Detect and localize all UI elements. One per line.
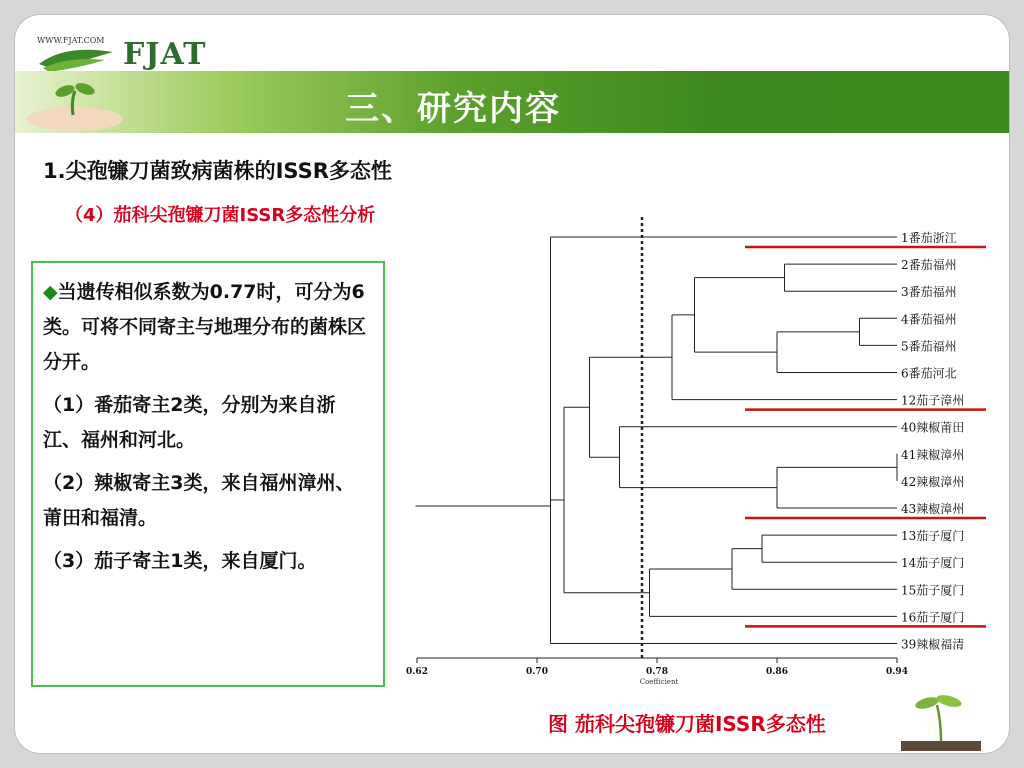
leaf-label: 1番茄浙江 [901,231,957,245]
leaf-label: 13茄子厦门 [901,529,965,544]
leaf-label: 3番茄福州 [901,285,957,300]
leaf-label: 4番茄福州 [901,312,957,327]
x-tick-label: 0.62 [406,667,428,677]
section-subheading: （4）茄科尖孢镰刀菌ISSR多态性分析 [65,205,376,226]
logo-url: WWW.FJAT.COM [37,36,105,45]
leaf-label: 5番茄福州 [901,339,957,354]
leaf-label: 39辣椒福清 [901,637,965,652]
leaf-label: 15茄子厦门 [901,583,965,598]
leaf-label: 16茄子厦门 [901,610,965,625]
x-axis-label: Coefficient [639,678,679,686]
leaf-label: 40辣椒莆田 [901,420,965,435]
x-tick-label: 0.78 [646,667,668,677]
diamond-bullet-icon: ◆ [43,281,58,303]
summary-paragraph-3: （2）辣椒寄主3类，来自福州漳州、莆田和福清。 [43,472,355,529]
figure-caption: 图 茄科尖孢镰刀菌ISSR多态性 [548,712,826,736]
summary-paragraph-4: （3）茄子寄主1类，来自厦门。 [43,550,317,572]
leaf-label: 41辣椒漳州 [901,447,965,462]
leaf-label: 12茄子漳州 [901,393,965,408]
leaf-label: 14茄子厦门 [901,556,965,571]
x-tick-label: 0.86 [766,667,788,677]
summary-text-1: 当遗传相似系数为0.77时，可分为6类。可将不同寄主与地理分布的菌株区分开。 [43,281,367,373]
leaf-label: 6番茄河北 [901,366,957,381]
x-tick-label: 0.70 [526,667,548,677]
leaf-label: 2番茄福州 [901,258,957,273]
section-heading: 1.尖孢镰刀菌致病菌株的ISSR多态性 [43,159,392,183]
page-title: 三、研究内容 [345,89,561,129]
leaf-label: 42辣椒漳州 [901,474,965,489]
leaf-label: 43辣椒漳州 [901,502,965,516]
logo-text: FJAT [123,36,207,72]
summary-paragraph-2: （1）番茄寄主2类，分别为来自浙江、福州和河北。 [43,394,336,451]
x-tick-label: 0.94 [886,667,908,677]
